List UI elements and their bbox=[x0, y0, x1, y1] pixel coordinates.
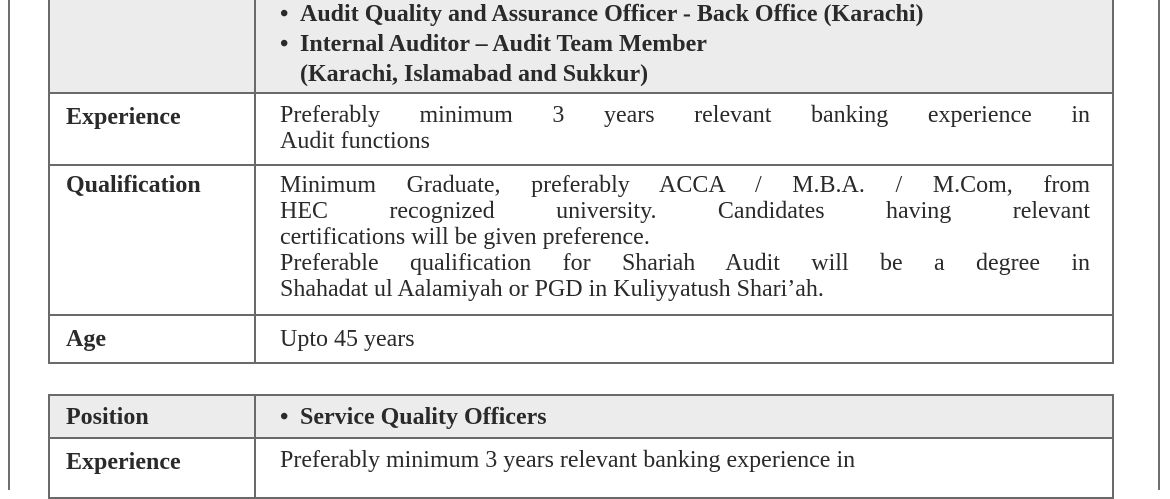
qualification-value bbox=[255, 165, 1113, 315]
positions-label-cell bbox=[49, 0, 255, 93]
qualification-line: HEC recognized university. Candidates having relevant bbox=[280, 198, 1090, 224]
bullet-glyph: • bbox=[280, 31, 289, 57]
experience-line: Audit functions bbox=[280, 128, 430, 154]
experience-line: Preferably minimum 3 years relevant banking experience in bbox=[280, 102, 1090, 128]
position-item: • Audit Quality and Assurance Officer - Back Office (Karachi) bbox=[280, 1, 924, 27]
experience-row bbox=[49, 438, 1113, 498]
position-row bbox=[49, 395, 1113, 438]
experience-label: Experience bbox=[49, 438, 255, 498]
position-value-cell bbox=[255, 395, 1113, 438]
age-row bbox=[49, 315, 1113, 363]
bullet-glyph: • bbox=[280, 1, 289, 27]
age-label: Age bbox=[49, 315, 255, 363]
experience-value bbox=[255, 438, 1113, 498]
position-item: • Internal Auditor – Audit Team Member bbox=[280, 31, 707, 57]
experience-label: Experience bbox=[49, 93, 255, 165]
bullet-glyph: • bbox=[280, 404, 289, 430]
positions-cell bbox=[255, 0, 1113, 93]
experience-row bbox=[49, 93, 1113, 165]
qualification-line: Minimum Graduate, preferably ACCA / M.B.A. / M.Com, from bbox=[280, 172, 1090, 198]
qualification-line: Shahadat ul Aalamiyah or PGD in Kuliyyatush Shari’ah. bbox=[280, 276, 824, 302]
qualification-line: Preferable qualification for Shariah Audit will be a degree in bbox=[280, 250, 1090, 276]
age-value: Upto 45 years bbox=[255, 315, 1113, 363]
position-item: • Service Quality Officers bbox=[280, 404, 547, 430]
position-location: (Karachi, Islamabad and Sukkur) bbox=[300, 61, 649, 87]
qualification-label: Qualification bbox=[49, 165, 255, 315]
experience-value bbox=[255, 93, 1113, 165]
job-table-service-quality bbox=[48, 394, 1114, 499]
positions-row bbox=[49, 0, 1113, 93]
job-table-audit bbox=[48, 0, 1114, 364]
qualification-line: certifications will be given preference. bbox=[280, 224, 650, 250]
qualification-row bbox=[49, 165, 1113, 315]
experience-line: Preferably minimum 3 years relevant banking experience in bbox=[280, 447, 856, 473]
position-label: Position bbox=[49, 395, 255, 438]
